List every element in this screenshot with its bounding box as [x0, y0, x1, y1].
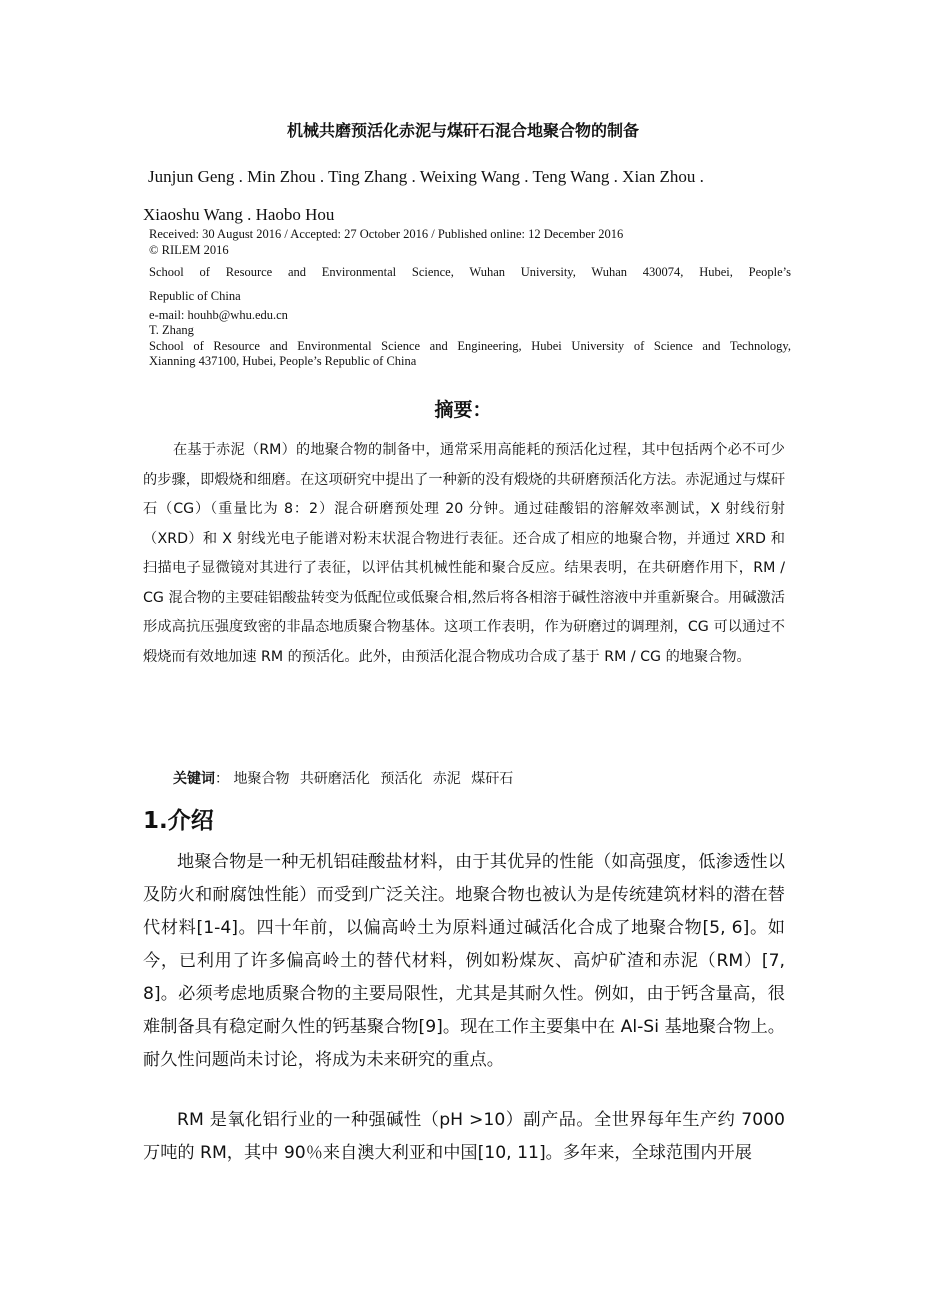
keywords-line — [173, 768, 519, 790]
affiliation-1-line-2: Republic of China — [149, 289, 241, 303]
abstract-heading: 摘要： — [434, 399, 492, 421]
keywords-separator: ： — [215, 771, 229, 787]
authors-line-2: Xiaoshu Wang . Haobo Hou — [143, 205, 335, 224]
affiliation-2-line-2: Xianning 437100, Hubei, People’s Republic of China — [149, 354, 417, 368]
keyword-item: 预活化 — [380, 771, 423, 787]
abstract-text: 在基于赤泥（RM）的地聚合物的制备中，通常采用高能耗的预活化过程，其中包括两个必不可少的步骤，即煅烧和细磨。在这项研究中提出了一种新的没有煅烧的共研磨预活化方法。赤泥通过与煤矸石（CG）（重量比为 8：2）混合研磨预处理 20 分钟。通过硅酸铝的溶解效率测试，X 射线衍射（XRD）和 X 射线光电子能谱对粉末状混合物进行表征。还合成了相应的地聚合物，并通过 XRD 和扫描电子显微镜对其进行了表征，以评估其机械性能和聚合反应。结果表明，在共研磨作用下，RM / CG 混合物的主要硅铝酸盐转变为低配位或低聚合相,然后将各相溶于碱性溶液中并重新聚合。用碱激活形成高抗压强度致密的非晶态地质聚合物基体。这项工作表明，作为研磨过的调理剂，CG 可以通过不煅烧而有效地加速 RM 的预活化。此外，由预活化混合物成功合成了基于 RM / CG 的地聚合物。 — [143, 442, 785, 665]
keywords-label: 关键词 — [173, 771, 215, 787]
introduction-paragraph-1: 地聚合物是一种无机铝硅酸盐材料，由于其优异的性能（如高强度，低渗透性以及防火和耐腐蚀性能）而受到广泛关注。地聚合物也被认为是传统建筑材料的潜在替代材料[1-4]。四十年前，以偏高岭土为原料通过碱活化合成了地聚合物[5, 6]。如今，已利用了许多偏高岭土的替代材料，例如粉煤灰、高炉矿渣和赤泥（RM）[7, 8]。必须考虑地质聚合物的主要局限性，尤其是其耐久性。例如，由于钙含量高，很难制备具有稳定耐久性的钙基聚合物[9]。现在工作主要集中在 Al-Si 基地聚合物上。耐久性问题尚未讨论，将成为未来研究的重点。 — [143, 852, 785, 1070]
author-list — [143, 158, 793, 234]
corresponding-author: T. Zhang — [149, 323, 194, 337]
keyword-item: 共研磨活化 — [299, 771, 370, 787]
introduction-paragraph-2: RM 是氧化铝行业的一种强碱性（pH >10）副产品。全世界每年生产约 7000 万吨的 RM，其中 90％来自澳大利亚和中国[10, 11]。多年来，全球范围内开展 — [143, 1110, 785, 1163]
section-heading-introduction: 1.介绍 — [143, 808, 214, 834]
keyword-item: 地聚合物 — [233, 771, 290, 787]
authors-line-1: Junjun Geng . Min Zhou . Ting Zhang . Weixing Wang . Teng Wang . Xian Zhou . — [148, 167, 704, 186]
keyword-item: 煤矸石 — [471, 771, 514, 787]
email-address[interactable]: e-mail: houhb@whu.edu.cn — [149, 308, 288, 322]
affiliation-2-line-1: School of Resource and Environmental Science and Engineering, Hubei University of Science and Technology, — [149, 339, 791, 353]
paper-title: 机械共磨预活化赤泥与煤矸石混合地聚合物的制备 — [286, 121, 639, 140]
keyword-item: 赤泥 — [432, 771, 461, 787]
publication-dates: Received: 30 August 2016 / Accepted: 27 October 2016 / Published online: 12 December 2016 — [149, 227, 624, 241]
copyright-notice: © RILEM 2016 — [149, 243, 229, 257]
affiliation-1-line-1: School of Resource and Environmental Science, Wuhan University, Wuhan 430074, Hubei, People’s — [149, 265, 791, 279]
